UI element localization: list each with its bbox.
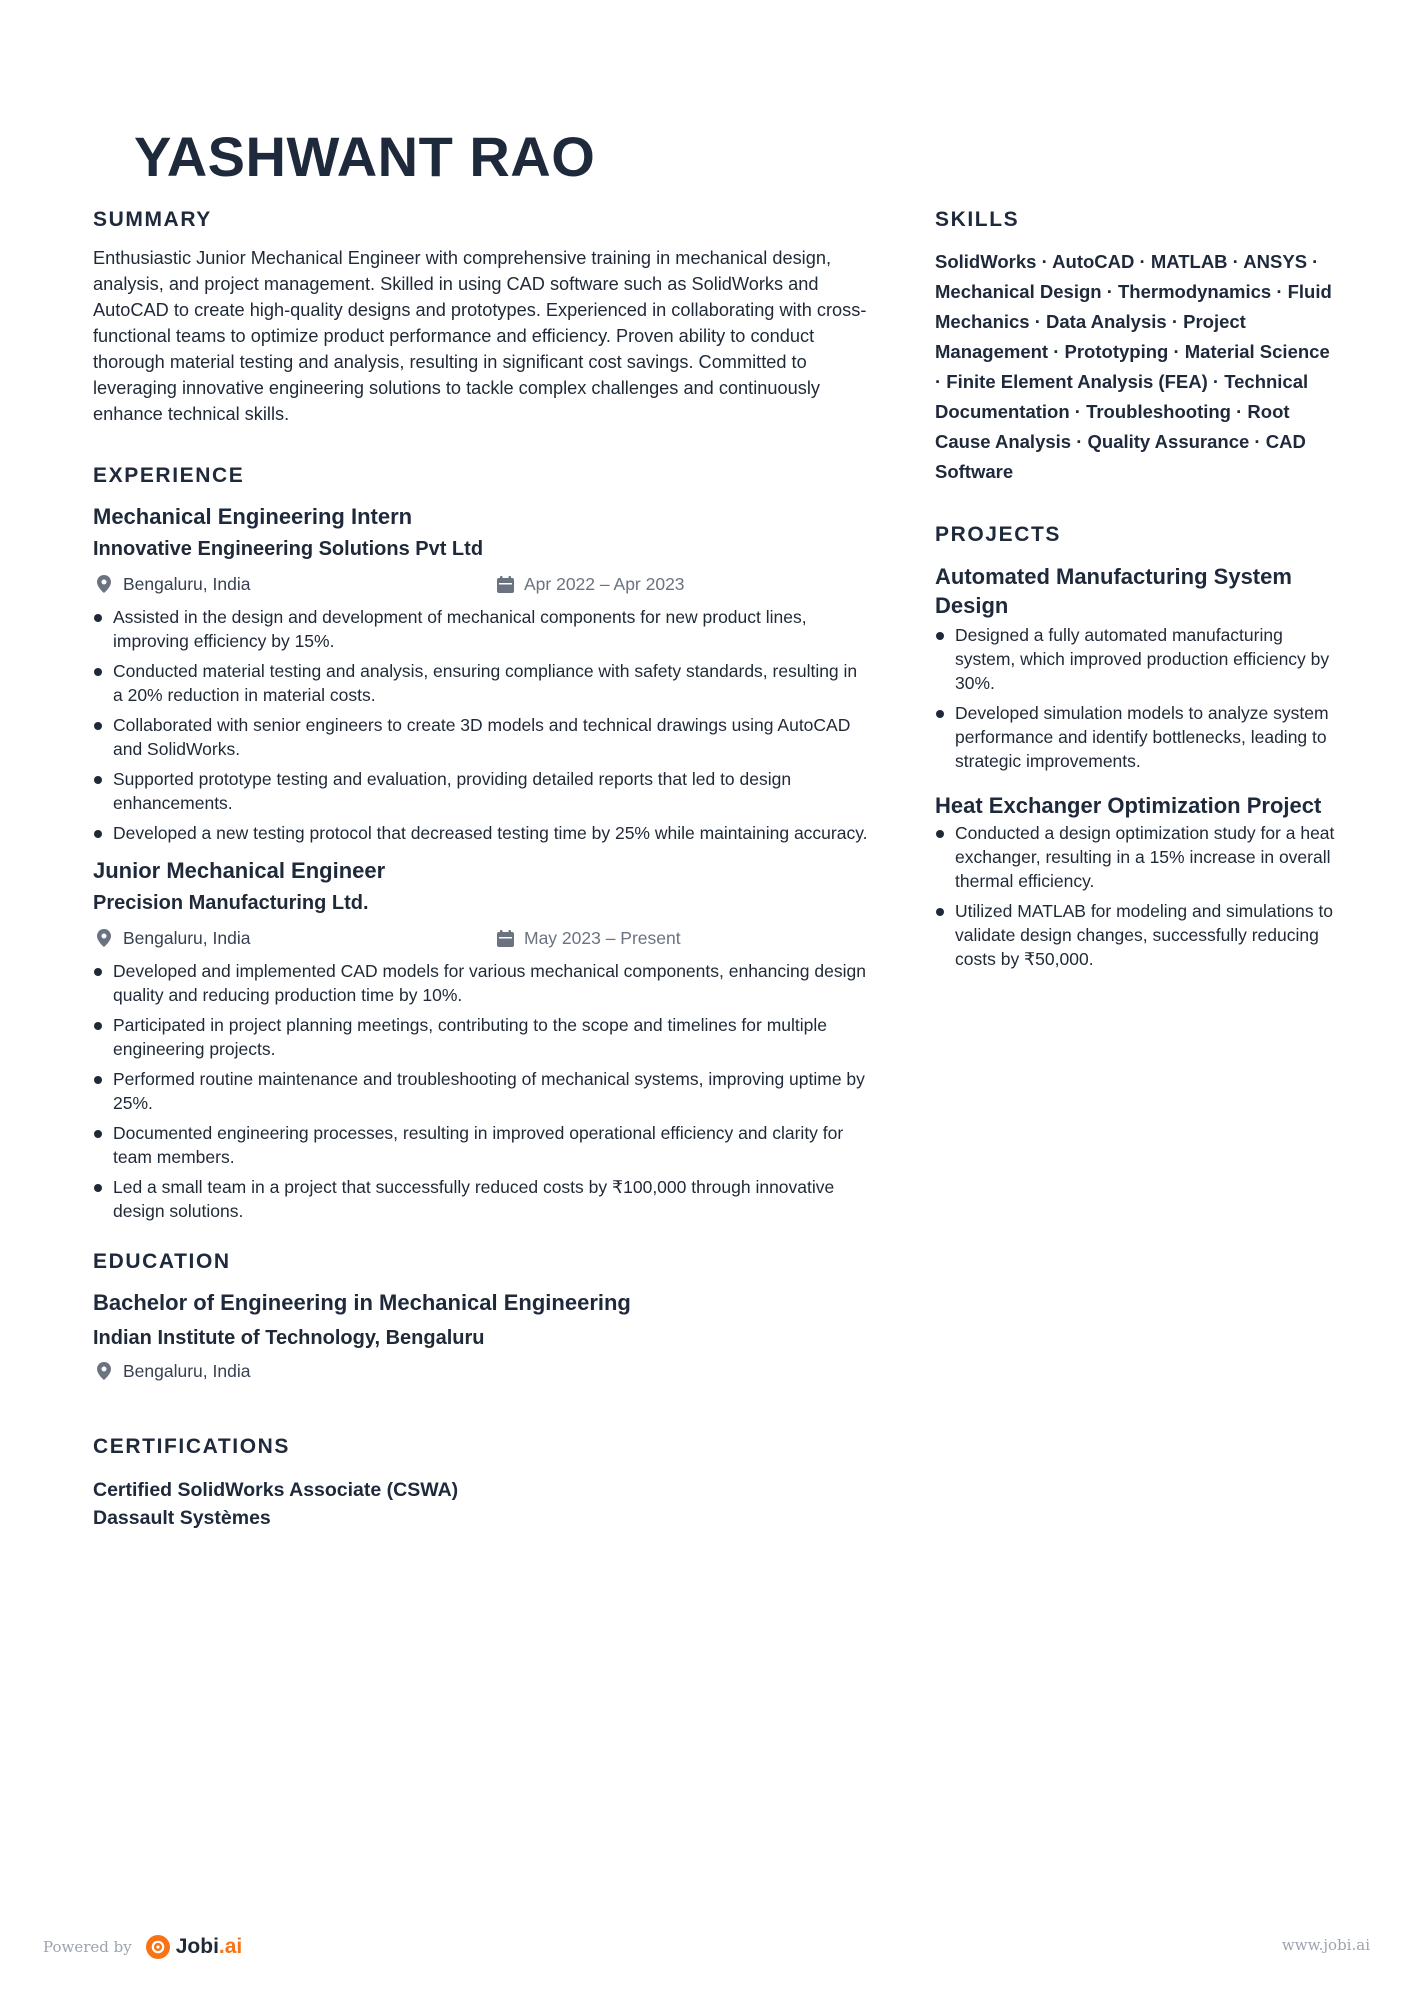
list-item: Developed and implemented CAD models for various mechanical components, enhancing design quality and reducing production time by 10%.: [93, 959, 868, 1007]
project-title: Automated Manufacturing System Design: [935, 564, 1292, 618]
skills-list: SolidWorks · AutoCAD · MATLAB · ANSYS · Mechanical Design · Thermodynamics · Fluid Mechanics · Data Analysis · Project Management · Prototyping · Material Science · Finite Element Analysis (FEA) · Technical Documentation · Troubleshooting · Root Cause Analysis · Quality Assurance · CAD Software: [935, 251, 1332, 482]
list-item: Performed routine maintenance and troubleshooting of mechanical systems, improving uptime by 25%.: [93, 1067, 868, 1115]
summary-heading: SUMMARY: [93, 208, 212, 231]
bullet-icon: [94, 722, 102, 730]
project-bullets: [935, 623, 1335, 773]
bullet-icon: [936, 632, 944, 640]
bullet-icon: [94, 830, 102, 838]
job-location-text: Bengaluru, India: [123, 927, 251, 948]
project-entry: [935, 791, 1335, 971]
brand-logo[interactable]: [176, 1935, 243, 1959]
bullet-icon: [936, 830, 944, 838]
candidate-name: YASHWANT RAO: [134, 126, 596, 184]
education-heading: EDUCATION: [93, 1250, 231, 1273]
job-title: Mechanical Engineering Intern: [93, 504, 413, 529]
calendar-icon: [494, 927, 516, 949]
list-item: Led a small team in a project that successfully reduced costs by ₹100,000 through innovative design solutions.: [93, 1175, 868, 1223]
education-location: [93, 1360, 250, 1382]
job-company: Innovative Engineering Solutions Pvt Ltd: [93, 538, 484, 560]
skills-heading: SKILLS: [935, 208, 1020, 231]
list-item: Developed a new testing protocol that decreased testing time by 25% while maintaining accuracy.: [93, 821, 868, 845]
list-item: Participated in project planning meetings, contributing to the scope and timelines for multiple engineering projects.: [93, 1013, 868, 1061]
bullet-icon: [94, 776, 102, 784]
calendar-icon: [494, 573, 516, 595]
education-meta: [93, 1360, 868, 1388]
summary-text: Enthusiastic Junior Mechanical Engineer with comprehensive training in mechanical design, analysis, and project management. Skilled in using CAD software such as SolidWorks and AutoCAD to create high-quality designs and prototypes. Experienced in collaborating with cross-functional teams to optimize product performance and efficiency. Proven ability to conduct thorough material testing and analysis, resulting in significant cost savings. Committed to leveraging innovative engineering solutions to tackle complex challenges and continuously enhance technical skills.: [93, 248, 867, 424]
bullet-icon: [936, 710, 944, 718]
job-dates-text: May 2023 – Present: [524, 927, 681, 948]
project-bullets: [935, 821, 1335, 971]
bullet-icon: [94, 1184, 102, 1192]
bullet-icon: [94, 614, 102, 622]
job-dates: [494, 927, 681, 949]
right-column: [935, 207, 1335, 977]
job-location: [93, 573, 250, 595]
projects-section: [935, 522, 1335, 971]
list-item: Developed simulation models to analyze system performance and identify bottlenecks, leading to strategic improvements.: [935, 701, 1335, 773]
experience-section: [93, 463, 868, 1223]
list-item: Supported prototype testing and evaluation, providing detailed reports that led to design enhancements.: [93, 767, 868, 815]
education-section: [93, 1249, 868, 1388]
brand-suffix: .ai: [218, 1935, 243, 1958]
bullet-icon: [94, 968, 102, 976]
list-item: Assisted in the design and development of mechanical components for new product lines, improving efficiency by 15%.: [93, 605, 868, 653]
bullet-icon: [94, 668, 102, 676]
experience-heading: EXPERIENCE: [93, 464, 245, 487]
job-dates-text: Apr 2022 – Apr 2023: [524, 573, 685, 594]
certification-issuer: Dassault Systèmes: [93, 1507, 271, 1529]
certification-name: Certified SolidWorks Associate (CSWA): [93, 1479, 459, 1501]
job-meta: [93, 927, 868, 955]
list-item: Designed a fully automated manufacturing system, which improved production efficiency by 30%.: [935, 623, 1335, 695]
job-entry: [93, 502, 868, 845]
list-item: Documented engineering processes, resulting in improved operational efficiency and clarity for team members.: [93, 1121, 868, 1169]
education-location-text: Bengaluru, India: [123, 1360, 251, 1381]
bullet-icon: [94, 1022, 102, 1030]
powered-by-text: Powered by: [43, 1938, 132, 1956]
bullet-icon: [94, 1130, 102, 1138]
list-item: Utilized MATLAB for modeling and simulations to validate design changes, successfully reducing costs by ₹50,000.: [935, 899, 1335, 971]
left-column: [93, 207, 868, 1532]
job-bullets: [93, 959, 868, 1223]
list-item: Collaborated with senior engineers to create 3D models and technical drawings using AutoCAD and SolidWorks.: [93, 713, 868, 761]
job-dates: [494, 573, 685, 595]
job-meta: [93, 573, 868, 601]
job-entry: [93, 856, 868, 1223]
bullet-icon: [94, 1076, 102, 1084]
footer-url[interactable]: www.jobi.ai: [1281, 1936, 1370, 1954]
job-location: [93, 927, 250, 949]
map-pin-icon: [93, 927, 115, 949]
map-pin-icon: [93, 1360, 115, 1382]
map-pin-icon: [93, 573, 115, 595]
brand-name: Jobi: [175, 1935, 219, 1958]
bullet-icon: [936, 908, 944, 916]
education-degree: Bachelor of Engineering in Mechanical Engineering: [93, 1290, 631, 1315]
certifications-heading: CERTIFICATIONS: [93, 1435, 291, 1458]
projects-heading: PROJECTS: [935, 523, 1061, 546]
jobi-logo-icon: [146, 1935, 170, 1959]
skills-section: [935, 207, 1335, 487]
project-entry: [935, 562, 1335, 773]
education-school: Indian Institute of Technology, Bengaluru: [93, 1327, 485, 1349]
project-title: Heat Exchanger Optimization Project: [935, 793, 1322, 818]
job-title: Junior Mechanical Engineer: [93, 858, 386, 883]
summary-section: [93, 207, 868, 427]
list-item: Conducted material testing and analysis, ensuring compliance with safety standards, resulting in a 20% reduction in material costs.: [93, 659, 868, 707]
certifications-section: [93, 1434, 868, 1532]
job-bullets: [93, 605, 868, 845]
footer-branding: [43, 1935, 242, 1959]
job-company: Precision Manufacturing Ltd.: [93, 892, 369, 914]
job-location-text: Bengaluru, India: [123, 573, 251, 594]
list-item: Conducted a design optimization study for a heat exchanger, resulting in a 15% increase in overall thermal efficiency.: [935, 821, 1335, 893]
